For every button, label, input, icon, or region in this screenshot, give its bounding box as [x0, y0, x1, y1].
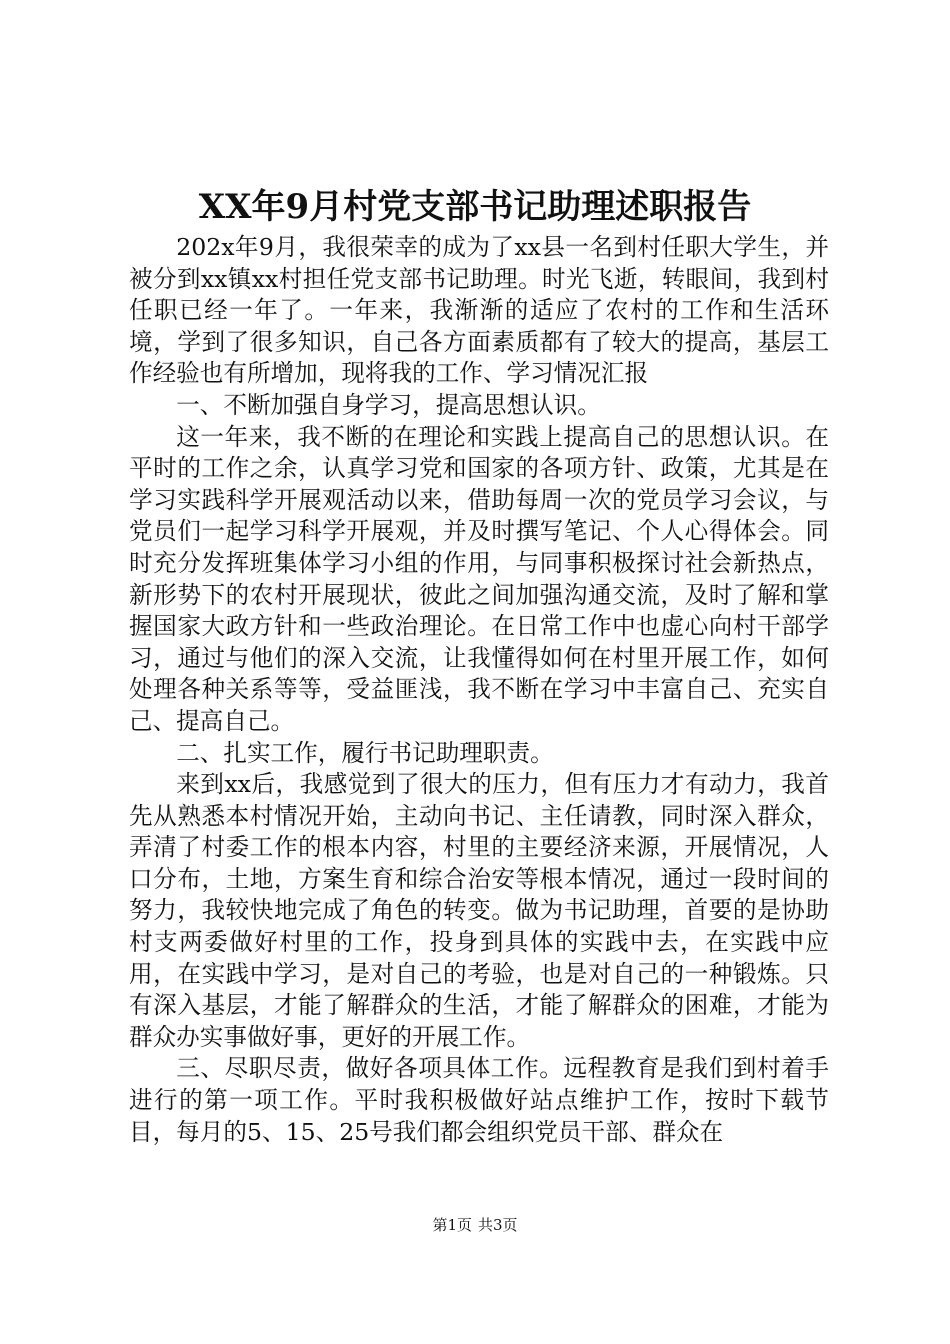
heading-section-2: 二、扎实工作，履行书记助理职责。 — [176, 738, 554, 767]
paragraph-intro: 202x年9月，我很荣幸的成为了xx县一名到村任职大学生，并被分到xx镇xx村担任党支部书记助理。时光飞逝，转眼间，我到村任职已经一年了。一年来，我渐渐的适应了农村的工作和生活环境，学到了很多知识，自己各方面素质都有了较大的提高，基层工作经验也有所增加，现将我的工作、学习情况汇报 — [129, 233, 829, 388]
page-number: 第1页 — [432, 1216, 472, 1234]
document-title: XX年9月村党支部书记助理述职报告 — [198, 187, 752, 227]
paragraph-section-1: 这一年来，我不断的在理论和实践上提高自己的思想认识。在平时的工作之余，认真学习党和国家的各项方针、政策，尤其是在学习实践科学开展观活动以来，借助每周一次的党员学习会议，与党员们一起学习科学开展观，并及时撰写笔记、个人心得体会。同时充分发挥班集体学习小组的作用，与同事积极探讨社会新热点，新形势下的农村开展现状，彼此之间加强沟通交流，及时了解和掌握国家大政方针和一些政治理论。在日常工作中也虚心向村干部学习，通过与他们的深入交流，让我懂得如何在村里开展工作，如何处理各种关系等等，受益匪浅，我不断在学习中丰富自己、充实自己、提高自己。 — [129, 422, 829, 735]
page-total: 共3页 — [478, 1216, 518, 1234]
heading-section-1: 一、不断加强自身学习，提高思想认识。 — [176, 390, 601, 419]
paragraph-section-3: 三、尽职尽责，做好各项具体工作。远程教育是我们到村着手进行的第一项工作。平时我积极做好站点维护工作，按时下载节目，每月的5、15、25号我们都会组织党员干部、群众在 — [129, 1054, 829, 1146]
page-footer — [0, 1215, 950, 1235]
paragraph-section-2: 来到xx后，我感觉到了很大的压力，但有压力才有动力，我首先从熟悉本村情况开始，主动向书记、主任请教，同时深入群众，弄清了村委工作的根本内容，村里的主要经济来源，开展情况，人口分布，土地，方案生育和综合治安等根本情况，通过一段时间的努力，我较快地完成了角色的转变。做为书记助理，首要的是协助村支两委做好村里的工作，投身到具体的实践中去，在实践中应用，在实践中学习，是对自己的考验，也是对自己的一种锻炼。只有深入基层，才能了解群众的生活，才能了解群众的困难，才能为群众办实事做好事，更好的开展工作。 — [129, 770, 829, 1051]
document-body — [129, 232, 829, 1148]
